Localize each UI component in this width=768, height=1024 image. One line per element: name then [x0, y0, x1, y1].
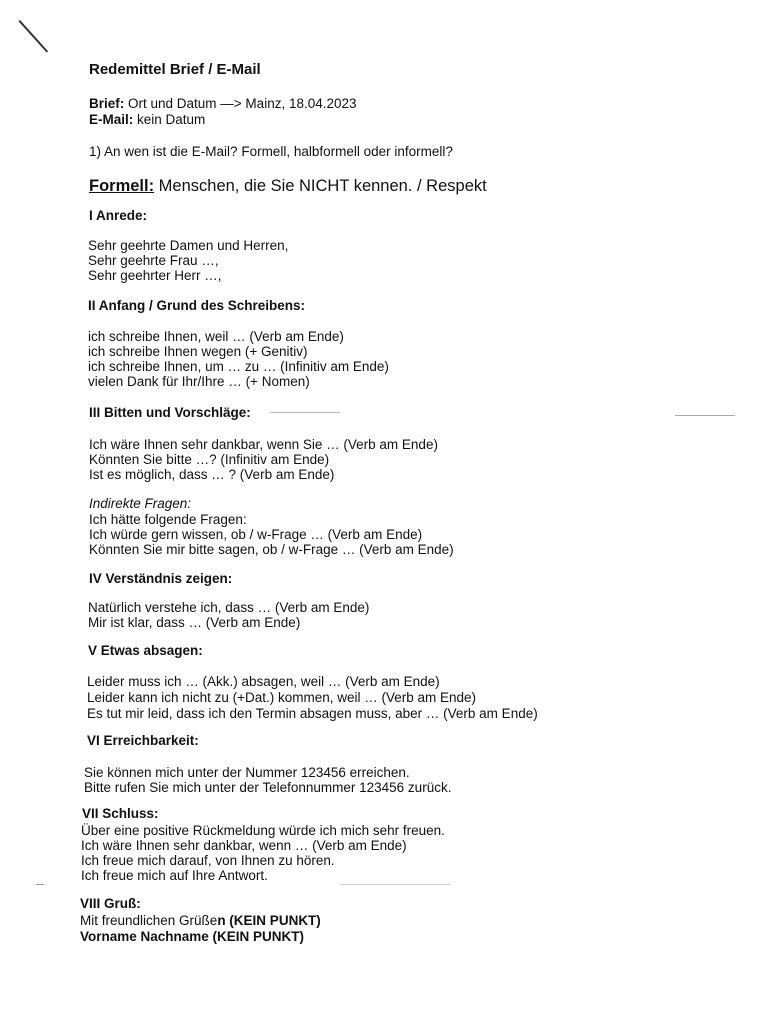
formell-line — [89, 176, 487, 196]
heading-gruss: VIII Gruß: — [80, 896, 141, 911]
brief-line — [89, 96, 357, 112]
absagen-line-2: Leider kann ich nicht zu (+Dat.) kommen, weil … (Verb am Ende) — [87, 690, 477, 705]
anfang-line-1: ich schreibe Ihnen, weil … (Verb am Ende) — [88, 329, 344, 344]
anrede-line-3: Sehr geehrter Herr …, — [88, 268, 222, 283]
absagen-line-3: Es tut mir leid, dass ich den Termin absagen muss, aber … (Verb am Ende) — [87, 706, 538, 721]
gruss-line-1-plain: Mit freundlichen Grüße — [80, 913, 218, 928]
erreichbarkeit-line-2: Bitte rufen Sie mich unter der Telefonnummer 123456 zurück. — [84, 780, 452, 795]
formell-label: Formell: — [89, 177, 155, 195]
scan-speck — [340, 884, 450, 885]
erreichbarkeit-line-1: Sie können mich unter der Nummer 123456 erreichen. — [84, 765, 410, 780]
schluss-line-2: Ich wäre Ihnen sehr dankbar, wenn … (Verb am Ende) — [81, 838, 407, 853]
heading-erreichbarkeit: VI Erreichbarkeit: — [87, 733, 199, 748]
anrede-line-1: Sehr geehrte Damen und Herren, — [88, 238, 289, 253]
indirekte-fragen-heading: Indirekte Fragen: — [89, 496, 192, 511]
email-line — [89, 112, 205, 128]
bitten-line-2: Könnten Sie bitte …? (Infinitiv am Ende) — [89, 452, 330, 467]
scan-speck — [270, 412, 340, 413]
question-line: 1) An wen ist die E-Mail? Formell, halbformell oder informell? — [89, 144, 453, 159]
scan-speck — [675, 415, 735, 416]
anfang-line-2: ich schreibe Ihnen wegen (+ Genitiv) — [88, 344, 308, 359]
indirekte-line-2: Ich würde gern wissen, ob / w-Frage … (Verb am Ende) — [89, 527, 423, 542]
absagen-line-1: Leider muss ich … (Akk.) absagen, weil … (Verb am Ende) — [87, 674, 440, 689]
verstaendnis-line-2: Mir ist klar, dass … (Verb am Ende) — [88, 615, 301, 630]
indirekte-line-3: Könnten Sie mir bitte sagen, ob / w-Frage … (Verb am Ende) — [89, 542, 454, 557]
pen-mark — [19, 20, 49, 53]
document-title: Redemittel Brief / E-Mail — [89, 61, 261, 78]
heading-schluss: VII Schluss: — [82, 806, 159, 821]
brief-text: Ort und Datum —> Mainz, 18.04.2023 — [124, 96, 357, 111]
scan-speck — [36, 884, 44, 885]
brief-label: Brief: — [89, 96, 125, 111]
heading-absagen: V Etwas absagen: — [88, 643, 203, 658]
anrede-line-2: Sehr geehrte Frau …, — [88, 253, 219, 268]
bitten-line-1: Ich wäre Ihnen sehr dankbar, wenn Sie … (Verb am Ende) — [89, 437, 438, 452]
bitten-line-3: Ist es möglich, dass … ? (Verb am Ende) — [89, 467, 335, 482]
schluss-line-3: Ich freue mich darauf, von Ihnen zu hören. — [81, 853, 335, 868]
heading-verstaendnis: IV Verständnis zeigen: — [89, 571, 233, 586]
verstaendnis-line-1: Natürlich verstehe ich, dass … (Verb am Ende) — [88, 600, 370, 615]
email-text: kein Datum — [133, 112, 206, 127]
gruss-line-2: Vorname Nachname (KEIN PUNKT) — [80, 929, 305, 944]
schluss-line-4: Ich freue mich auf Ihre Antwort. — [81, 868, 268, 883]
heading-bitten: III Bitten und Vorschläge: — [89, 405, 251, 420]
gruss-line-1 — [80, 913, 321, 929]
formell-text: Menschen, die Sie NICHT kennen. / Respekt — [154, 177, 487, 195]
indirekte-line-1: Ich hätte folgende Fragen: — [89, 512, 247, 527]
heading-anrede: I Anrede: — [89, 208, 148, 223]
anfang-line-4: vielen Dank für Ihr/Ihre … (+ Nomen) — [88, 374, 310, 389]
heading-anfang: II Anfang / Grund des Schreibens: — [88, 298, 306, 313]
gruss-line-1-bold: n (KEIN PUNKT) — [217, 913, 321, 928]
schluss-line-1: Über eine positive Rückmeldung würde ich mich sehr freuen. — [81, 823, 445, 838]
email-label: E-Mail: — [89, 112, 134, 127]
anfang-line-3: ich schreibe Ihnen, um … zu … (Infinitiv am Ende) — [88, 359, 389, 374]
